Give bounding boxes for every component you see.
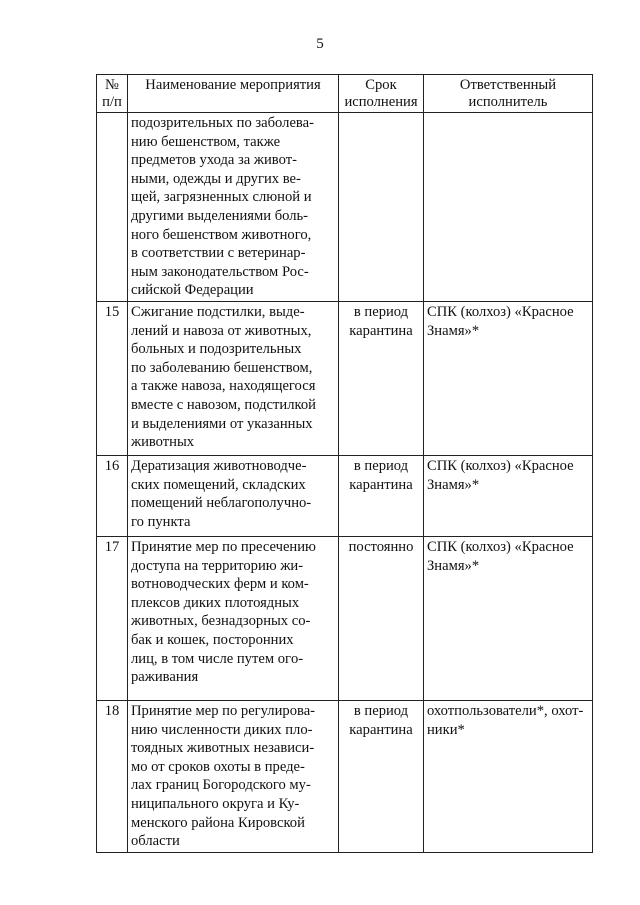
cell-name-line: животных, безнадзорных со-: [131, 613, 311, 630]
table-row: [97, 113, 593, 302]
table-row: [97, 301, 593, 455]
cell-name: [128, 536, 339, 700]
cell-responsible-line: охотпользователи*, охот-: [427, 702, 584, 719]
cell-name-line: менского района Кировской: [131, 814, 305, 831]
cell-name-line: помещений неблагополучно-: [131, 495, 312, 512]
cell-num: 17: [97, 536, 128, 700]
cell-name: [128, 301, 339, 455]
cell-num: 15: [97, 301, 128, 455]
header-name: [128, 75, 339, 113]
header-term: [339, 75, 424, 113]
cell-name-line: доступа на территорию жи-: [131, 557, 304, 574]
cell-term-line: карантина: [349, 322, 413, 339]
header-responsible-line: исполнитель: [468, 94, 548, 110]
cell-name-line: мо от сроков охоты в преде-: [131, 758, 305, 775]
header-name-line: Наименование мероприятия: [145, 77, 321, 93]
cell-term: [339, 455, 424, 536]
cell-name-line: ниципального округа и Ку-: [131, 795, 300, 812]
cell-name-line: нию численности диких пло-: [131, 721, 313, 738]
table-row: [97, 536, 593, 700]
cell-name-line: а также навоза, находящегося: [131, 378, 316, 395]
cell-term-line: карантина: [349, 721, 413, 738]
cell-name-line: раживания: [131, 669, 199, 686]
page-number: 5: [316, 36, 324, 52]
cell-name-line: Принятие мер по регулирова-: [131, 702, 316, 719]
cell-responsible-line: СПК (колхоз) «Красное: [427, 457, 574, 474]
cell-name: [128, 455, 339, 536]
cell-name-line: плексов диких плотоядных: [131, 594, 300, 611]
cell-responsible: [424, 113, 593, 302]
measures-table: [96, 74, 593, 853]
cell-term-line: карантина: [349, 476, 413, 493]
cell-name-line: лений и навоза от животных,: [131, 322, 312, 339]
cell-name-line: предметов ухода за живот-: [131, 152, 297, 169]
cell-responsible: [424, 536, 593, 700]
cell-name-line: сийской Федерации: [131, 282, 254, 299]
cell-name-line: вместе с навозом, подстилкой: [131, 396, 316, 413]
cell-name-line: тоядных животных независи-: [131, 740, 315, 757]
header-num-line: №: [105, 77, 119, 93]
cell-term: [339, 301, 424, 455]
header-term-line: Срок: [365, 77, 397, 93]
cell-responsible: [424, 455, 593, 536]
header-term-line: исполнения: [344, 94, 418, 110]
table-row: [97, 700, 593, 852]
cell-name-line: больных и подозрительных: [131, 341, 302, 358]
cell-name-line: подозрительных по заболева-: [131, 115, 314, 131]
cell-term: [339, 113, 424, 302]
cell-responsible-line: ники*: [427, 721, 465, 738]
cell-name-line: вотноводческих ферм и ком-: [131, 576, 309, 593]
cell-term: [339, 700, 424, 852]
cell-responsible-line: СПК (колхоз) «Красное: [427, 538, 574, 555]
cell-responsible-line: Знамя»*: [427, 476, 480, 493]
cell-term-line: постоянно: [348, 538, 414, 555]
header-num-line: п/п: [102, 94, 122, 110]
cell-name-line: области: [131, 833, 180, 850]
cell-num: [97, 113, 128, 302]
cell-name-line: лах границ Богородского му-: [131, 777, 311, 794]
cell-term-line: в период: [353, 702, 409, 719]
cell-name-line: другими выделениями боль-: [131, 207, 309, 224]
cell-num: 16: [97, 455, 128, 536]
header-responsible: [424, 75, 593, 113]
cell-name-line: ными, одежды и других ве-: [131, 170, 301, 187]
cell-name-line: Дератизация животноводче-: [131, 457, 307, 474]
cell-name-line: ских помещений, складских: [131, 476, 306, 493]
cell-name-line: нию бешенством, также: [131, 133, 281, 150]
cell-name: [128, 700, 339, 852]
cell-responsible-line: Знамя»*: [427, 322, 480, 339]
cell-responsible-line: Знамя»*: [427, 557, 480, 574]
cell-name-line: животных: [131, 434, 195, 451]
cell-name-line: по заболеванию бешенством,: [131, 359, 313, 376]
cell-term-line: в период: [353, 303, 409, 320]
cell-term-line: в период: [353, 457, 409, 474]
cell-responsible: [424, 700, 593, 852]
cell-num: 18: [97, 700, 128, 852]
cell-responsible-line: СПК (колхоз) «Красное: [427, 303, 574, 320]
cell-name-line: ным законодательством Рос-: [131, 263, 309, 280]
header-num: [97, 75, 128, 113]
table-row: [97, 455, 593, 536]
cell-term: [339, 536, 424, 700]
cell-name: [128, 113, 339, 302]
cell-name-line: го пункта: [131, 513, 191, 530]
cell-name-line: щей, загрязненных слюной и: [131, 189, 312, 206]
cell-name-line: ного бешенством животного,: [131, 226, 312, 243]
cell-name-line: в соответствии с ветеринар-: [131, 245, 306, 262]
cell-name-line: Принятие мер по пресечению: [131, 538, 316, 555]
table-body: [97, 113, 593, 853]
table-header-row: [97, 75, 593, 113]
header-responsible-line: Ответственный: [459, 77, 557, 93]
cell-name-line: бак и кошек, посторонних: [131, 631, 294, 648]
cell-name-line: и выделениями от указанных: [131, 415, 313, 432]
cell-name-line: Сжигание подстилки, выде-: [131, 303, 305, 320]
cell-name-line: лиц, в том числе путем огo-: [131, 650, 304, 667]
cell-responsible: [424, 301, 593, 455]
